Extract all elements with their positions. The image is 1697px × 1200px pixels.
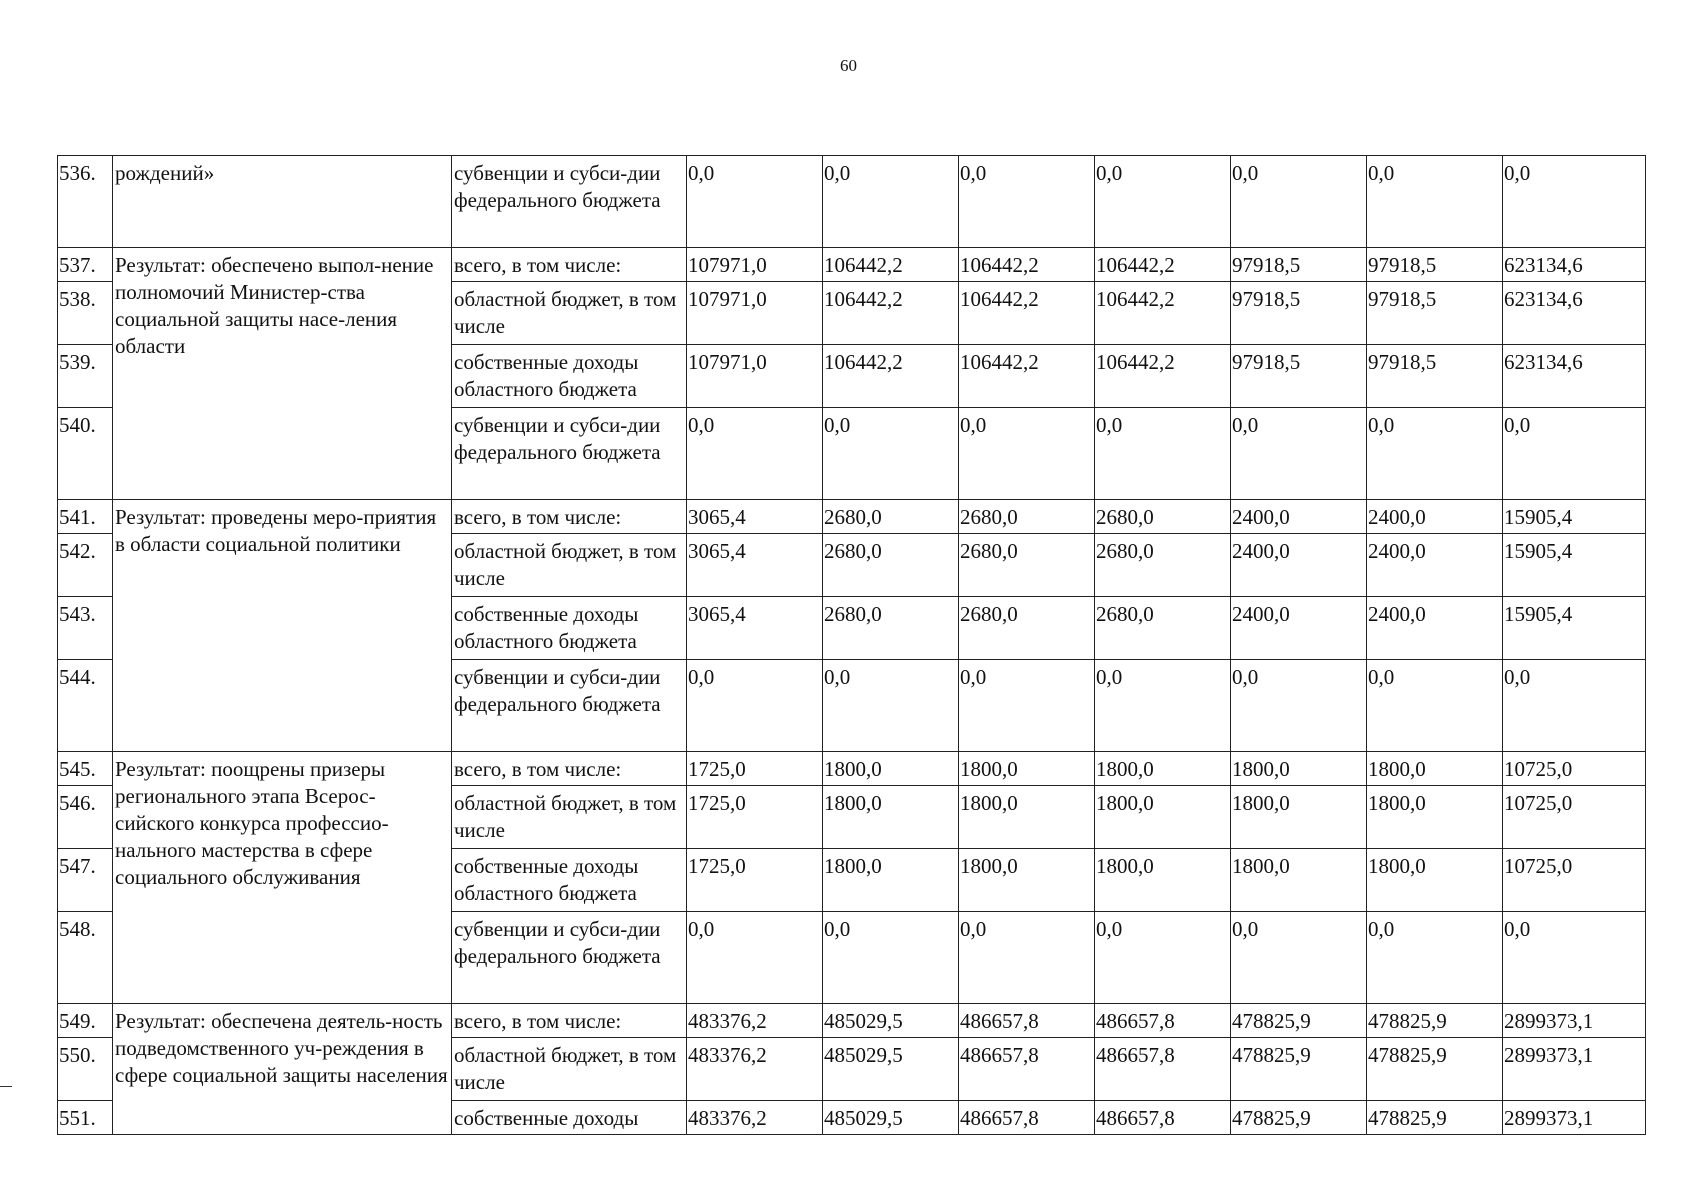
amount-cell: 0,0	[1095, 660, 1231, 752]
amount-cell: 106442,2	[823, 282, 959, 345]
funding-source-cell: собственные доходы	[452, 1101, 687, 1135]
amount-cell: 0,0	[823, 660, 959, 752]
amount-cell: 0,0	[823, 156, 959, 248]
amount-cell: 106442,2	[1095, 282, 1231, 345]
budget-table-body	[58, 156, 1646, 1135]
amount-cell: 1800,0	[823, 849, 959, 912]
margin-mark	[0, 1086, 12, 1087]
row-number-cell: 540.	[58, 408, 113, 500]
amount-cell: 1725,0	[687, 752, 823, 786]
amount-cell: 10725,0	[1503, 752, 1646, 786]
amount-cell: 97918,5	[1231, 282, 1367, 345]
table-row	[58, 500, 1646, 534]
row-number-cell: 537.	[58, 248, 113, 282]
row-number-cell: 536.	[58, 156, 113, 248]
amount-cell: 106442,2	[823, 248, 959, 282]
amount-cell: 485029,5	[823, 1101, 959, 1135]
row-number-cell: 547.	[58, 849, 113, 912]
amount-cell: 107971,0	[687, 248, 823, 282]
amount-cell: 106442,2	[1095, 248, 1231, 282]
amount-cell: 1800,0	[959, 752, 1095, 786]
row-number-cell: 542.	[58, 534, 113, 597]
amount-cell: 15905,4	[1503, 500, 1646, 534]
amount-cell: 483376,2	[687, 1004, 823, 1038]
amount-cell: 478825,9	[1367, 1038, 1503, 1101]
amount-cell: 483376,2	[687, 1101, 823, 1135]
amount-cell: 0,0	[1367, 408, 1503, 500]
amount-cell: 107971,0	[687, 345, 823, 408]
amount-cell: 1800,0	[1367, 752, 1503, 786]
amount-cell: 0,0	[959, 660, 1095, 752]
row-number-cell: 550.	[58, 1038, 113, 1101]
amount-cell: 1800,0	[823, 786, 959, 849]
amount-cell: 1800,0	[959, 849, 1095, 912]
amount-cell: 0,0	[1367, 660, 1503, 752]
amount-cell: 485029,5	[823, 1038, 959, 1101]
amount-cell: 10725,0	[1503, 786, 1646, 849]
amount-cell: 0,0	[1231, 156, 1367, 248]
amount-cell: 2680,0	[959, 500, 1095, 534]
row-number-cell: 541.	[58, 500, 113, 534]
amount-cell: 0,0	[1503, 912, 1646, 1004]
amount-cell: 0,0	[1503, 156, 1646, 248]
amount-cell: 2680,0	[959, 534, 1095, 597]
funding-source-cell: областной бюджет, в том числе	[452, 786, 687, 849]
amount-cell: 106442,2	[959, 282, 1095, 345]
amount-cell: 0,0	[1503, 408, 1646, 500]
amount-cell: 486657,8	[1095, 1101, 1231, 1135]
amount-cell: 106442,2	[959, 345, 1095, 408]
amount-cell: 0,0	[687, 660, 823, 752]
amount-cell: 0,0	[1095, 408, 1231, 500]
amount-cell: 1800,0	[1231, 752, 1367, 786]
row-number-cell: 546.	[58, 786, 113, 849]
amount-cell: 1800,0	[1095, 786, 1231, 849]
funding-source-cell: областной бюджет, в том числе	[452, 1038, 687, 1101]
funding-source-cell: собственные доходы областного бюджета	[452, 849, 687, 912]
funding-source-cell: субвенции и субси-дии федерального бюджета	[452, 660, 687, 752]
row-number-cell: 539.	[58, 345, 113, 408]
row-number-cell: 543.	[58, 597, 113, 660]
amount-cell: 1800,0	[1367, 849, 1503, 912]
amount-cell: 0,0	[687, 156, 823, 248]
amount-cell: 0,0	[959, 912, 1095, 1004]
amount-cell: 478825,9	[1367, 1101, 1503, 1135]
amount-cell: 1800,0	[959, 786, 1095, 849]
row-number-cell: 549.	[58, 1004, 113, 1038]
amount-cell: 2400,0	[1231, 534, 1367, 597]
amount-cell: 0,0	[823, 912, 959, 1004]
row-number-cell: 548.	[58, 912, 113, 1004]
amount-cell: 106442,2	[959, 248, 1095, 282]
page-number: 60	[840, 56, 857, 75]
funding-source-cell: всего, в том числе:	[452, 248, 687, 282]
amount-cell: 0,0	[1231, 408, 1367, 500]
amount-cell: 478825,9	[1231, 1004, 1367, 1038]
amount-cell: 106442,2	[823, 345, 959, 408]
amount-cell: 15905,4	[1503, 597, 1646, 660]
amount-cell: 1800,0	[1095, 752, 1231, 786]
table-row	[58, 752, 1646, 786]
amount-cell: 106442,2	[1095, 345, 1231, 408]
result-description-cell: рождений»	[113, 156, 452, 248]
amount-cell: 97918,5	[1231, 248, 1367, 282]
funding-source-cell: субвенции и субси-дии федерального бюджета	[452, 156, 687, 248]
amount-cell: 97918,5	[1367, 248, 1503, 282]
amount-cell: 3065,4	[687, 534, 823, 597]
amount-cell: 0,0	[1231, 660, 1367, 752]
amount-cell: 0,0	[1367, 912, 1503, 1004]
funding-source-cell: областной бюджет, в том числе	[452, 534, 687, 597]
amount-cell: 1800,0	[1095, 849, 1231, 912]
amount-cell: 2899373,1	[1503, 1038, 1646, 1101]
amount-cell: 2400,0	[1367, 500, 1503, 534]
amount-cell: 0,0	[1095, 912, 1231, 1004]
amount-cell: 478825,9	[1231, 1038, 1367, 1101]
funding-source-cell: субвенции и субси-дии федерального бюджета	[452, 912, 687, 1004]
amount-cell: 478825,9	[1367, 1004, 1503, 1038]
table-row	[58, 248, 1646, 282]
amount-cell: 0,0	[959, 408, 1095, 500]
row-number-cell: 538.	[58, 282, 113, 345]
budget-table	[57, 155, 1646, 1135]
amount-cell: 0,0	[1367, 156, 1503, 248]
amount-cell: 486657,8	[959, 1101, 1095, 1135]
funding-source-cell: собственные доходы областного бюджета	[452, 597, 687, 660]
amount-cell: 2899373,1	[1503, 1101, 1646, 1135]
result-description-cell: Результат: обеспечена деятель-ность подведомственного уч-реждения в сфере социальной защиты населения	[113, 1004, 452, 1135]
amount-cell: 486657,8	[959, 1004, 1095, 1038]
amount-cell: 2680,0	[959, 597, 1095, 660]
table-row	[58, 1004, 1646, 1038]
amount-cell: 1800,0	[1231, 786, 1367, 849]
amount-cell: 107971,0	[687, 282, 823, 345]
amount-cell: 2899373,1	[1503, 1004, 1646, 1038]
amount-cell: 623134,6	[1503, 345, 1646, 408]
amount-cell: 97918,5	[1231, 345, 1367, 408]
amount-cell: 0,0	[687, 912, 823, 1004]
result-description-cell: Результат: проведены меро-приятия в области социальной политики	[113, 500, 452, 752]
funding-source-cell: областной бюджет, в том числе	[452, 282, 687, 345]
amount-cell: 483376,2	[687, 1038, 823, 1101]
amount-cell: 486657,8	[1095, 1004, 1231, 1038]
amount-cell: 623134,6	[1503, 282, 1646, 345]
amount-cell: 2680,0	[823, 597, 959, 660]
amount-cell: 3065,4	[687, 597, 823, 660]
amount-cell: 0,0	[687, 408, 823, 500]
amount-cell: 0,0	[1231, 912, 1367, 1004]
amount-cell: 10725,0	[1503, 849, 1646, 912]
amount-cell: 15905,4	[1503, 534, 1646, 597]
row-number-cell: 545.	[58, 752, 113, 786]
funding-source-cell: субвенции и субси-дии федерального бюджета	[452, 408, 687, 500]
amount-cell: 478825,9	[1231, 1101, 1367, 1135]
amount-cell: 0,0	[1503, 660, 1646, 752]
amount-cell: 2400,0	[1367, 534, 1503, 597]
amount-cell: 1800,0	[823, 752, 959, 786]
row-number-cell: 544.	[58, 660, 113, 752]
amount-cell: 0,0	[823, 408, 959, 500]
amount-cell: 486657,8	[1095, 1038, 1231, 1101]
result-description-cell: Результат: обеспечено выпол-нение полномочий Министер-ства социальной защиты насе-ления области	[113, 248, 452, 500]
amount-cell: 1725,0	[687, 849, 823, 912]
amount-cell: 2680,0	[823, 534, 959, 597]
amount-cell: 2400,0	[1367, 597, 1503, 660]
amount-cell: 2400,0	[1231, 500, 1367, 534]
amount-cell: 623134,6	[1503, 248, 1646, 282]
amount-cell: 97918,5	[1367, 345, 1503, 408]
amount-cell: 2680,0	[823, 500, 959, 534]
funding-source-cell: собственные доходы областного бюджета	[452, 345, 687, 408]
amount-cell: 2680,0	[1095, 500, 1231, 534]
amount-cell: 485029,5	[823, 1004, 959, 1038]
amount-cell: 0,0	[1095, 156, 1231, 248]
amount-cell: 1725,0	[687, 786, 823, 849]
funding-source-cell: всего, в том числе:	[452, 752, 687, 786]
amount-cell: 2680,0	[1095, 534, 1231, 597]
table-row	[58, 156, 1646, 248]
funding-source-cell: всего, в том числе:	[452, 1004, 687, 1038]
amount-cell: 1800,0	[1367, 786, 1503, 849]
amount-cell: 486657,8	[959, 1038, 1095, 1101]
amount-cell: 97918,5	[1367, 282, 1503, 345]
funding-source-cell: всего, в том числе:	[452, 500, 687, 534]
result-description-cell: Результат: поощрены призеры регионального этапа Всерос-сийского конкурса профессио-нального мастерства в сфере социального обслуживания	[113, 752, 452, 1004]
amount-cell: 0,0	[959, 156, 1095, 248]
row-number-cell: 551.	[58, 1101, 113, 1135]
amount-cell: 2400,0	[1231, 597, 1367, 660]
amount-cell: 3065,4	[687, 500, 823, 534]
amount-cell: 2680,0	[1095, 597, 1231, 660]
amount-cell: 1800,0	[1231, 849, 1367, 912]
